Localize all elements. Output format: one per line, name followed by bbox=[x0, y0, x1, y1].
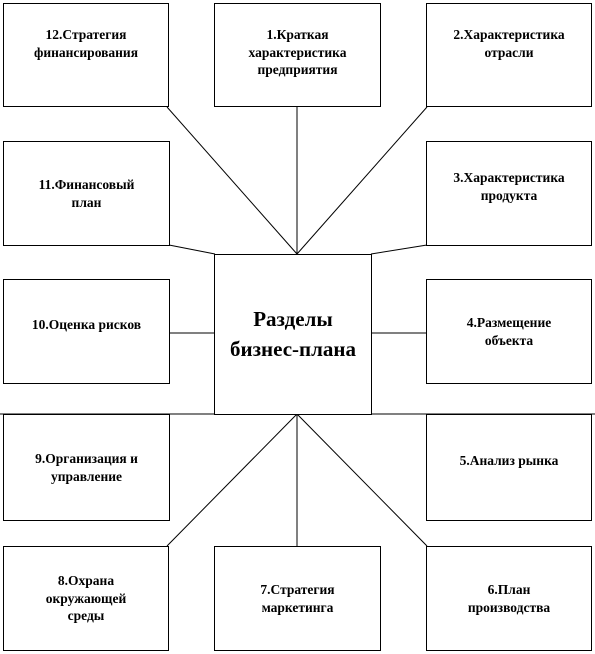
connector-b6 bbox=[297, 414, 427, 546]
box-product: 3.Характеристика продукта bbox=[426, 141, 592, 246]
connector-b2 bbox=[297, 107, 427, 254]
center-title: Разделы бизнес-плана bbox=[214, 254, 372, 415]
box-risk-assessment: 10.Оценка рисков bbox=[3, 279, 170, 384]
box-production: 6.План производства bbox=[426, 546, 592, 651]
box-market-analysis: 5.Анализ рынка bbox=[426, 414, 592, 521]
connector-b3 bbox=[371, 245, 427, 254]
box-environment: 8.Охрана окружающей среды bbox=[3, 546, 169, 651]
connector-b8 bbox=[167, 414, 297, 546]
box-financial-plan: 11.Финансовый план bbox=[3, 141, 170, 246]
box-company-summary: 1.Краткая характеристика предприятия bbox=[214, 3, 381, 107]
connector-b11 bbox=[169, 245, 215, 254]
box-organization: 9.Организация и управление bbox=[3, 414, 170, 521]
box-financing-strategy: 12.Стратегия финансирования bbox=[3, 3, 169, 107]
box-marketing: 7.Стратегия маркетинга bbox=[214, 546, 381, 651]
connector-b12 bbox=[167, 107, 297, 254]
box-industry: 2.Характеристика отрасли bbox=[426, 3, 592, 107]
box-location: 4.Размещение объекта bbox=[426, 279, 592, 384]
